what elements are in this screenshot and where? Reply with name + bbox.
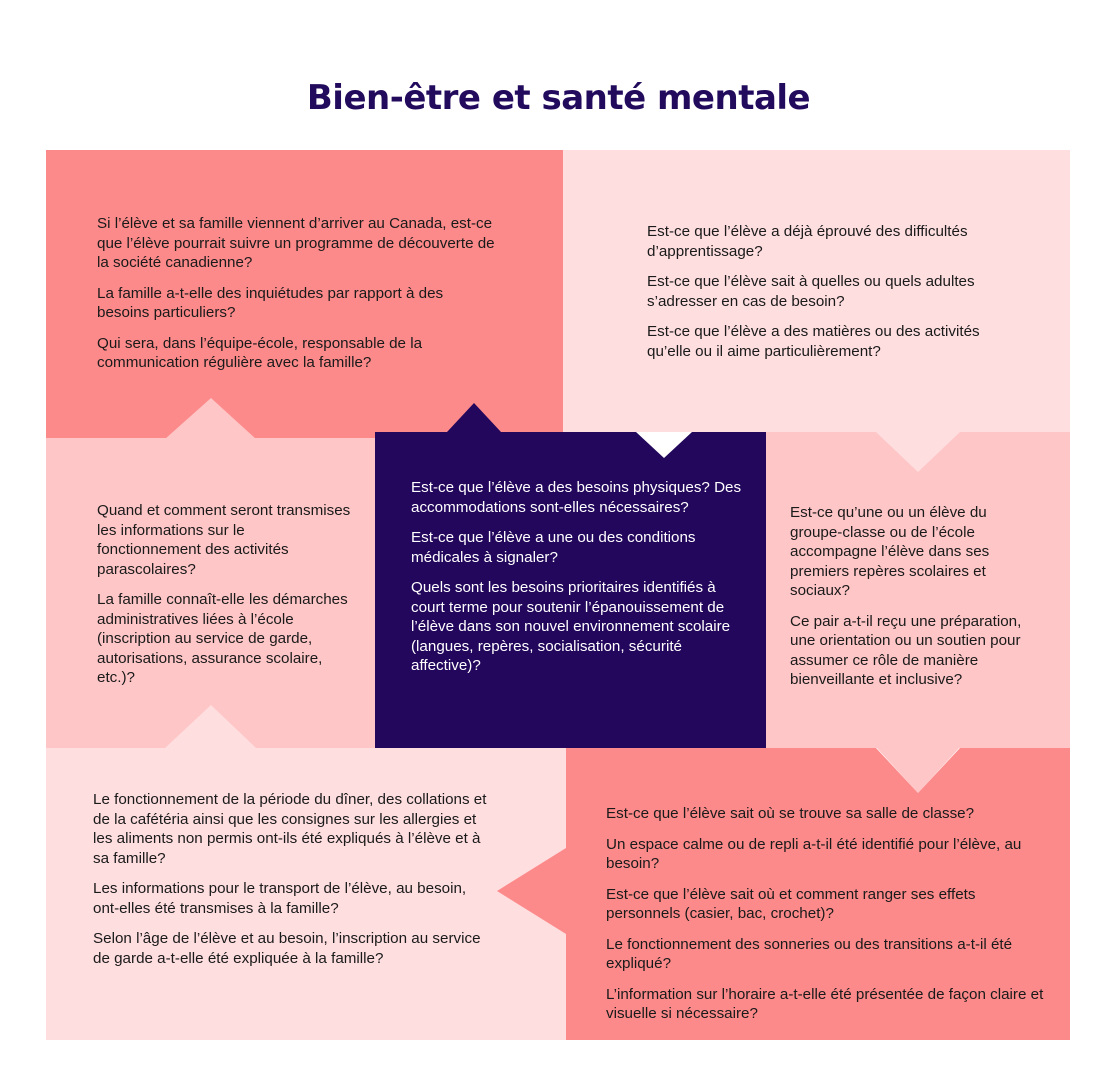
question: Est-ce que l’élève a déjà éprouvé des difficultés d’apprentissage? (647, 223, 968, 260)
question: Est-ce que l’élève a des matières ou des activités qu’elle ou il aime particulièrement? (647, 323, 980, 360)
question: Est-ce que l’élève a des besoins physiques? Des accommodations sont-elles nécessaires? (411, 479, 742, 516)
question: Quand et comment seront transmises les informations sur le fonctionnement des activités parascolaires? (97, 502, 351, 578)
question: Est-ce que l’élève a une ou des conditions médicales à signaler? (411, 529, 696, 566)
box-center (411, 478, 746, 676)
question: Est-ce que l’élève sait où se trouve sa salle de classe? (606, 805, 975, 822)
question: Le fonctionnement des sonneries ou des transitions a-t-il été expliqué? (606, 935, 1013, 972)
box-middle-left (97, 501, 352, 688)
question: La famille connaît-elle les démarches administratives liées à l’école (inscription au service de garde, autorisations, assurance scolaire, etc.)? (97, 591, 348, 686)
question: Ce pair a-t-il reçu une préparation, une orientation ou un soutien pour assumer ce rôle de manière bienveillante et inclusive? (790, 612, 1022, 688)
question: Si l’élève et sa famille viennent d’arriver au Canada, est-ce que l’élève pourrait suivre un programme de découverte de la société canadienne? (97, 215, 495, 271)
question: Est-ce que l’élève sait à quelles ou quels adultes s’adresser en cas de besoin? (647, 273, 975, 310)
question: Qui sera, dans l’équipe-école, responsable de la communication régulière avec la famille? (97, 334, 423, 371)
question: L’information sur l’horaire a-t-elle été présentée de façon claire et visuelle si nécessaire? (606, 985, 1044, 1022)
question: Selon l’âge de l’élève et au besoin, l’inscription au service de garde a-t-elle été expliquée à la famille? (93, 930, 481, 967)
box-middle-right (790, 503, 1035, 690)
question: Le fonctionnement de la période du dîner, des collations et de la cafétéria ainsi que les consignes sur les allergies et les aliments non permis ont-ils été expliqués à l’élève et à sa famille? (93, 791, 487, 867)
question: Un espace calme ou de repli a-t-il été identifié pour l’élève, au besoin? (606, 835, 1022, 872)
question: Quels sont les besoins prioritaires identifiés à court terme pour soutenir l’épanouissement de l’élève dans son nouvel environnement scolaire (langues, repères, socialisation, sécurité affective)? (411, 579, 731, 674)
box-bottom-right (606, 804, 1046, 1024)
question: Est-ce qu’une ou un élève du groupe-classe ou de l’école accompagne l’élève dans ses premiers repères scolaires et sociaux? (790, 504, 990, 599)
box-top-right (647, 222, 1027, 361)
box-top-left (97, 214, 497, 373)
question: Est-ce que l’élève sait où et comment ranger ses effets personnels (casier, bac, crochet)? (606, 885, 976, 922)
question: Les informations pour le transport de l’élève, au besoin, ont-elles été transmises à la famille? (93, 880, 467, 917)
box-bottom-left (93, 790, 493, 968)
page-title: Bien-être et santé mentale (306, 78, 811, 118)
question: La famille a-t-elle des inquiétudes par rapport à des besoins particuliers? (97, 284, 444, 321)
